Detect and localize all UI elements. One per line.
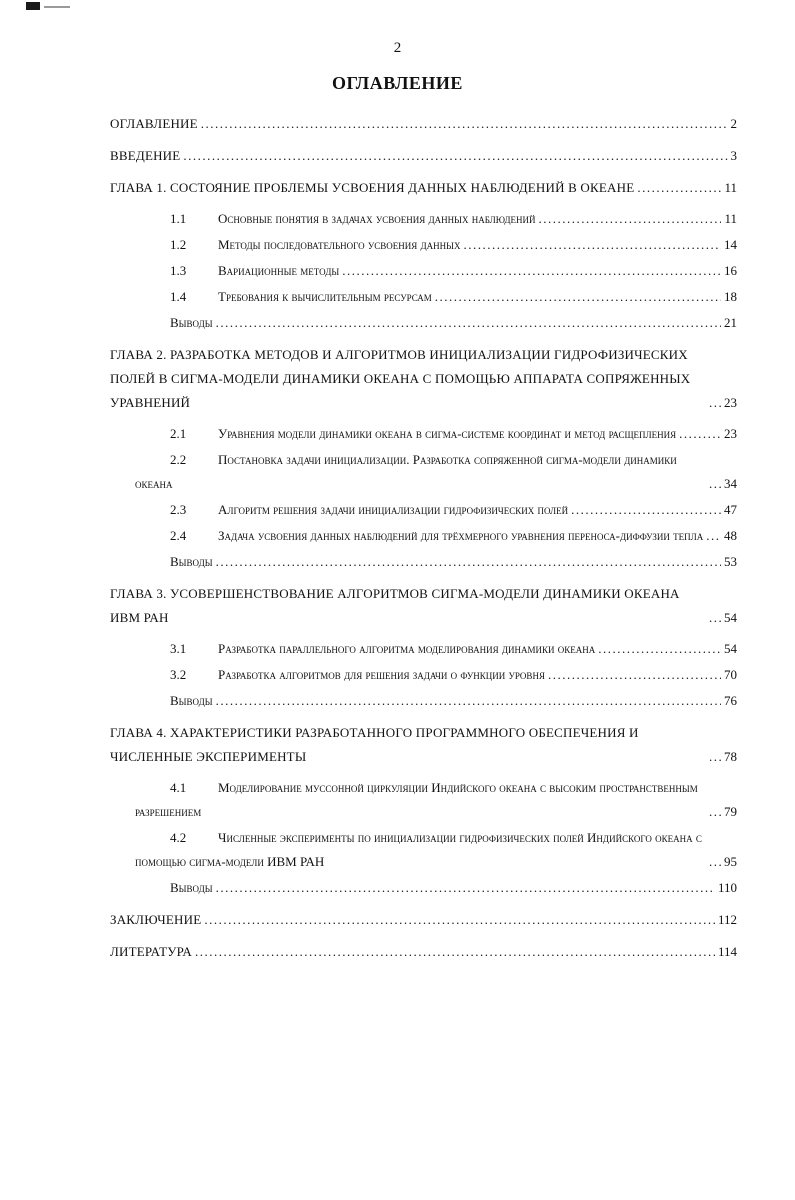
dot-leader	[637, 176, 721, 200]
entry-number: 1.3	[170, 263, 187, 278]
toc-entry	[110, 112, 737, 136]
entry-text: Выводы	[170, 693, 213, 708]
page-title: ОГЛАВЛЕНИЕ	[332, 73, 463, 93]
entry-text: Алгоритм решения задачи инициализации гидрофизических полей	[218, 502, 569, 517]
dot-leader	[539, 207, 722, 231]
entry-label	[170, 876, 213, 900]
toc-entry	[110, 144, 737, 168]
entry-number: 3.1	[170, 641, 187, 656]
entry-page-number: 53	[724, 554, 737, 569]
entry-text: Требования к вычислительным ресурсам	[218, 289, 432, 304]
dot-leader	[183, 144, 727, 168]
entry-label	[135, 259, 339, 283]
entry-page-number: 112	[717, 912, 737, 927]
dot-leader	[709, 472, 721, 496]
dot-leader	[464, 233, 722, 257]
entry-label	[135, 826, 706, 874]
toc-entry	[135, 422, 737, 446]
dot-leader	[204, 908, 715, 932]
entry-label	[135, 233, 461, 257]
dot-leader	[571, 498, 721, 522]
entry-label	[170, 689, 213, 713]
entry-page-number: 48	[724, 528, 737, 543]
dot-leader	[216, 876, 715, 900]
entry-text: Численные эксперименты по инициализации гидрофизических полей Индийского океана с помощью сигма-модели ИВМ РАН	[135, 830, 702, 869]
entry-text: ЛИТЕРАТУРА	[110, 944, 192, 959]
entry-page-number: 54	[724, 641, 737, 656]
entry-number: 2.3	[170, 502, 187, 517]
dot-leader	[679, 422, 721, 446]
dot-leader	[435, 285, 721, 309]
toc-entry	[135, 233, 737, 257]
entry-page-number: 18	[724, 289, 737, 304]
entry-page-number: 21	[724, 315, 737, 330]
entry-page-number: 16	[724, 263, 737, 278]
entry-page-number: 76	[724, 693, 737, 708]
entry-page-number: 114	[717, 944, 737, 959]
entry-label	[135, 207, 536, 231]
entry-page-number: 3	[730, 148, 737, 163]
toc-entry	[110, 721, 737, 769]
toc-entry	[170, 876, 737, 900]
scan-artifact	[26, 2, 40, 10]
entry-text: Задача усвоения данных наблюдений для трёхмерного уравнения переноса-диффузии тепла	[218, 528, 704, 543]
entry-text: Выводы	[170, 315, 213, 330]
entry-page-number: 79	[724, 804, 737, 819]
dot-leader	[548, 663, 721, 687]
page-number: 2	[393, 40, 402, 56]
entry-number: 4.1	[170, 780, 187, 795]
entry-text: Постановка задачи инициализации. Разработка сопряженной сигма-модели динамики океана	[135, 452, 677, 491]
entry-text: ЗАКЛЮЧЕНИЕ	[110, 912, 202, 927]
entry-label	[135, 776, 706, 824]
toc-entry	[135, 207, 737, 231]
toc-entry	[170, 311, 737, 335]
toc-entry	[170, 550, 737, 574]
entry-text: ГЛАВА 3. УСОВЕРШЕНСТВОВАНИЕ АЛГОРИТМОВ СИГМА-МОДЕЛИ ДИНАМИКИ ОКЕАНА ИВМ РАН	[110, 586, 680, 625]
entry-page-number: 47	[724, 502, 737, 517]
toc-entry	[110, 940, 737, 964]
entry-text: ГЛАВА 2. РАЗРАБОТКА МЕТОДОВ И АЛГОРИТМОВ ИНИЦИАЛИЗАЦИИ ГИДРОФИЗИЧЕСКИХ ПОЛЕЙ В СИГМА-МОДЕЛИ ДИНАМИКИ ОКЕАНА С ПОМОЩЬЮ АППАРАТА СОПРЯЖЕННЫХ УРАВНЕНИЙ	[110, 347, 691, 410]
entry-page-number: 95	[724, 854, 737, 869]
entry-page-number: 110	[717, 880, 737, 895]
dot-leader	[216, 550, 721, 574]
entry-label	[135, 285, 432, 309]
dot-leader	[195, 940, 715, 964]
toc-entry	[110, 176, 737, 200]
toc-entry	[135, 826, 737, 874]
toc-entry	[110, 582, 737, 630]
toc-entry	[110, 343, 737, 415]
entry-label	[110, 940, 192, 964]
entry-text: Выводы	[170, 554, 213, 569]
entry-text: Выводы	[170, 880, 213, 895]
entry-text: Разработка алгоритмов для решения задачи о функции уровня	[218, 667, 545, 682]
toc-entry	[135, 524, 737, 548]
dot-leader	[598, 637, 721, 661]
entry-text: ГЛАВА 4. ХАРАКТЕРИСТИКИ РАЗРАБОТАННОГО ПРОГРАММНОГО ОБЕСПЕЧЕНИЯ И ЧИСЛЕННЫЕ ЭКСПЕРИМЕНТЫ	[110, 725, 639, 764]
dot-leader	[709, 850, 721, 874]
dot-leader	[706, 524, 721, 548]
toc-entry	[135, 498, 737, 522]
entry-number: 1.2	[170, 237, 187, 252]
entry-number: 2.2	[170, 452, 187, 467]
entry-page-number: 34	[724, 476, 737, 491]
entry-label	[110, 144, 180, 168]
dot-leader	[216, 689, 721, 713]
entry-text: Разработка параллельного алгоритма моделирования динамики океана	[218, 641, 596, 656]
entry-label	[110, 721, 706, 769]
entry-label	[170, 311, 213, 335]
entry-text: Вариационные методы	[218, 263, 340, 278]
entry-number: 2.1	[170, 426, 187, 441]
toc-entry	[135, 663, 737, 687]
toc-entry	[135, 259, 737, 283]
entry-text: ОГЛАВЛЕНИЕ	[110, 116, 198, 131]
toc-entry	[135, 637, 737, 661]
entry-label	[135, 663, 545, 687]
entry-number: 3.2	[170, 667, 187, 682]
entry-page-number: 2	[730, 116, 737, 131]
dot-leader	[709, 745, 721, 769]
entry-page-number: 54	[724, 610, 737, 625]
dot-leader	[709, 391, 721, 415]
entry-text: ГЛАВА 1. СОСТОЯНИЕ ПРОБЛЕМЫ УСВОЕНИЯ ДАННЫХ НАБЛЮДЕНИЙ В ОКЕАНЕ	[110, 180, 635, 195]
entry-label	[135, 498, 568, 522]
toc-entry	[135, 448, 737, 496]
toc-entry	[135, 776, 737, 824]
toc-list	[0, 112, 795, 964]
entry-text: ВВЕДЕНИЕ	[110, 148, 181, 163]
entry-page-number: 23	[724, 426, 737, 441]
entry-number: 1.4	[170, 289, 187, 304]
dot-leader	[201, 112, 728, 136]
toc-entry	[135, 285, 737, 309]
entry-label	[135, 448, 706, 496]
entry-number: 1.1	[170, 211, 187, 226]
toc-entry	[170, 689, 737, 713]
entry-page-number: 11	[724, 211, 737, 226]
entry-label	[110, 176, 634, 200]
entry-label	[110, 582, 706, 630]
dot-leader	[216, 311, 721, 335]
dot-leader	[342, 259, 721, 283]
entry-label	[110, 343, 706, 415]
entry-label	[135, 422, 676, 446]
entry-label	[110, 112, 198, 136]
entry-label	[135, 524, 703, 548]
entry-text: Методы последовательного усвоения данных	[218, 237, 461, 252]
scan-artifact	[44, 6, 70, 8]
entry-label	[170, 550, 213, 574]
entry-page-number: 78	[724, 749, 737, 764]
entry-number: 4.2	[170, 830, 187, 845]
entry-text: Основные понятия в задачах усвоения данных наблюдений	[218, 211, 536, 226]
entry-page-number: 23	[724, 395, 737, 410]
entry-text: Уравнения модели динамики океана в сигма-системе координат и метод расщепления	[218, 426, 677, 441]
entry-page-number: 70	[724, 667, 737, 682]
entry-label	[110, 908, 201, 932]
entry-number: 2.4	[170, 528, 187, 543]
dot-leader	[709, 800, 721, 824]
entry-text: Моделирование муссонной циркуляции Индийского океана с высоким пространственным разрешением	[135, 780, 698, 819]
entry-page-number: 11	[724, 180, 737, 195]
entry-page-number: 14	[724, 237, 737, 252]
toc-entry	[110, 908, 737, 932]
dot-leader	[709, 606, 721, 630]
entry-label	[135, 637, 595, 661]
